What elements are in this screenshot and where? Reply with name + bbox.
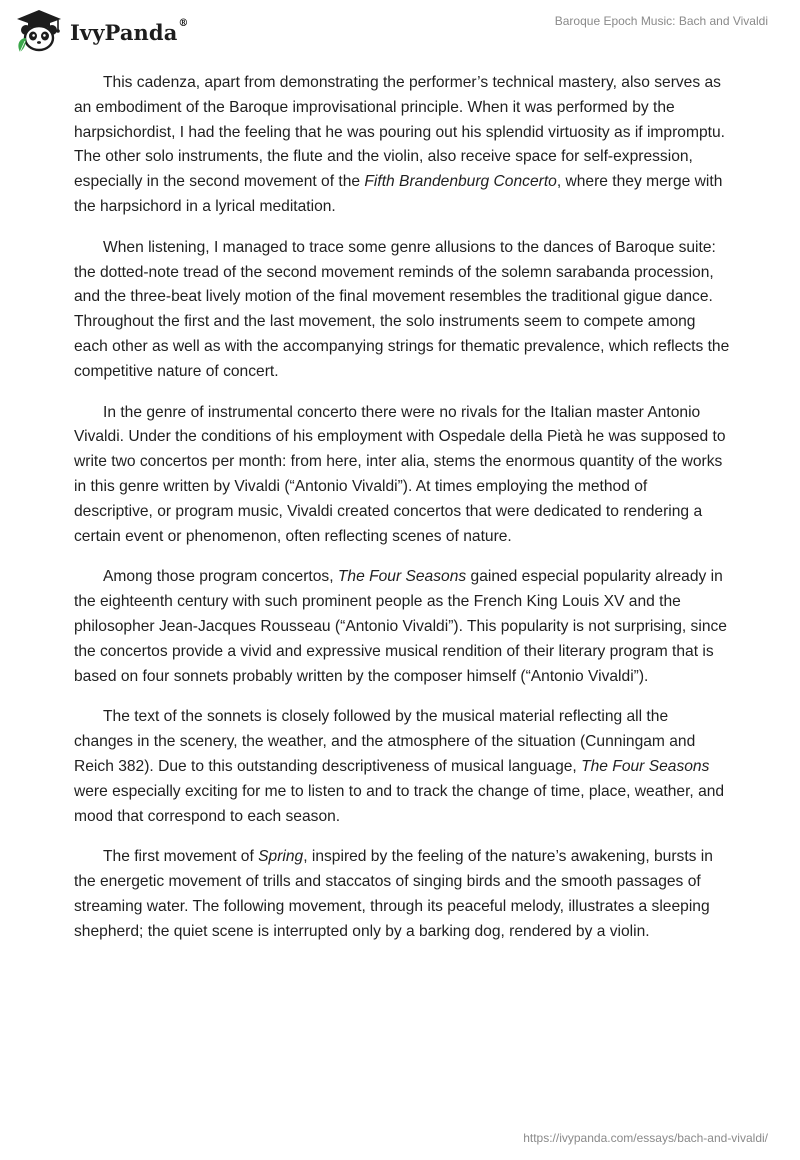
panda-graduation-cap-icon [14, 8, 64, 54]
page-header [0, 0, 800, 64]
italic-title: Spring [258, 848, 304, 866]
paragraph: Among those program concertos, The Four Seasons gained especial popularity already in the eighteenth century with such prominent people as the French King Louis XV and the philosopher Jean-Jacques Rousseau (“Antonio Vivaldi”). This popularity is not surprising, since the concertos provide a vivid and expressive musical rendition of their literary program that is based on four sonnets probably written by the composer himself (“Antonio Vivaldi”). [74, 568, 727, 685]
document-title: Baroque Epoch Music: Bach and Vivaldi [554, 14, 768, 28]
italic-title: The Four Seasons [337, 568, 467, 586]
source-url[interactable]: https://ivypanda.com/essays/bach-and-vivaldi/ [523, 1131, 768, 1145]
paragraph: The text of the sonnets is closely followed by the musical material reflecting all the changes in the scenery, the weather, and the atmosphere of the situation (Cunningam and Reich 382). Due to this outstanding descriptiveness of musical language, The Four Seasons were especially exciting for me to listen to and to track the change of time, place, weather, and mood that correspond to each season. [74, 708, 725, 825]
paragraph: When listening, I managed to trace some genre allusions to the dances of Baroque suite: the dotted-note tread of the second movement reminds of the solemn sarabanda procession, and the three-beat lively motion of the final movement resembles the traditional gigue dance. Throughout the first and the last movement, the solo instruments seem to compete among each other as well as with the accompanying strings for thematic prevalence, which reflects the competitive nature of concert. [74, 238, 730, 380]
paragraph: This cadenza, apart from demonstrating the performer’s technical mastery, also serves as an embodiment of the Baroque improvisational principle. When it was performed by the harpsichordist, I had the feeling that he was pouring out his splendid virtuosity as if impromptu. The other solo instruments, the flute and the violin, also receive space for self-expression, especially in the second movement of the Fifth Brandenburg Concerto, where they merge with the harpsichord in a lyrical meditation. [74, 74, 725, 215]
essay-body [74, 71, 730, 961]
logo-wordmark: IvyPanda® [70, 17, 189, 45]
paragraph: The first movement of Spring, inspired by the feeling of the nature’s awakening, bursts in the energetic movement of trills and staccatos of singing birds and the smooth passages of streaming water. The following movement, through its peaceful melody, illustrates a sleeping shepherd; the quiet scene is interrupted only by a barking dog, rendered by a violin. [74, 848, 713, 940]
registered-mark: ® [178, 17, 189, 29]
italic-title: The Four Seasons [581, 757, 710, 775]
paragraph: In the genre of instrumental concerto there were no rivals for the Italian master Antonio Vivaldi. Under the conditions of his employment with Ospedale della Pietà he was supposed to write two concertos per month: from here, inter alia, stems the enormous quantity of the works in this genre written by Vivaldi (“Antonio Vivaldi”). At times employing the method of descriptive, or program music, Vivaldi created concertos that were dedicated to rendering a certain event or phenomenon, often reflecting scenes of nature. [74, 403, 726, 545]
italic-title: Fifth Brandenburg Concerto [364, 173, 557, 191]
ivypanda-logo[interactable] [14, 8, 189, 54]
